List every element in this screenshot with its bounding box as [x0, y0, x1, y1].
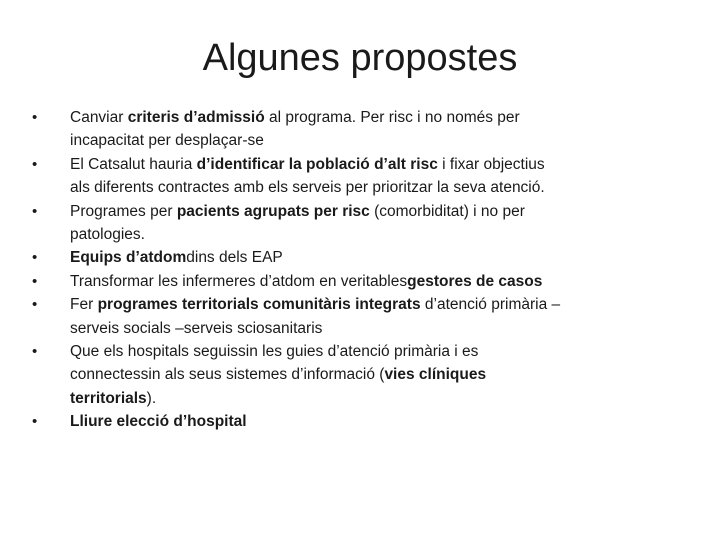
bold-text: gestores de casos [407, 272, 543, 290]
bullet-dot-icon: • [32, 109, 38, 126]
bullet-line [70, 176, 672, 199]
text-segment: connectessin als seus sistemes d’informació ( [70, 366, 385, 384]
bullet-line [70, 387, 672, 410]
bullet-line [70, 270, 672, 293]
bullet-dot-icon: • [32, 272, 38, 290]
bullet-line [70, 106, 672, 129]
bold-text: d’identificar la població d’alt risc [196, 155, 438, 173]
bullet-dot-icon: • [32, 155, 38, 173]
slide-title: Algunes propostes [202, 37, 518, 79]
text-segment: (comorbiditat) i no per [369, 202, 525, 220]
bullet-dot-icon: • [32, 249, 38, 267]
text-segment: serveis socials –serveis sciosanitaris [70, 319, 323, 337]
bold-text: programes territorials comunitàris integrats [97, 296, 421, 314]
bullet-dot-icon: • [32, 413, 38, 431]
text-segment: El Catsalut hauria [70, 155, 197, 173]
bold-text: Lliure elecció d’hospital [70, 413, 247, 431]
text-segment: Transformar les infermeres d’atdom en veritables [70, 272, 408, 290]
bold-text: territorials [70, 389, 147, 407]
bullet-line [70, 340, 672, 363]
text-segment: Fer [70, 296, 98, 314]
bullet-line [70, 223, 672, 246]
bullet-line [70, 129, 672, 152]
bullet-line [70, 293, 672, 316]
bullet-item [32, 270, 672, 293]
text-segment: incapacitat per desplaçar-se [70, 132, 264, 150]
text-segment: dins dels EAP [186, 249, 283, 267]
bullet-item [32, 410, 672, 433]
bullet-item [32, 153, 672, 200]
text-segment: i fixar objectius [437, 155, 545, 173]
bold-text: Equips d’atdom [70, 249, 187, 267]
bullet-item [32, 340, 672, 410]
text-segment: Canviar [70, 109, 128, 126]
bullet-item [32, 293, 672, 340]
bold-text: pacients agrupats per risc [176, 202, 370, 220]
bullet-list [32, 106, 672, 434]
text-segment: patologies. [70, 226, 145, 244]
text-segment: ). [146, 389, 157, 407]
bold-text: vies clíniques [384, 366, 487, 384]
text-segment: al programa. Per risc i no només per [264, 109, 520, 126]
bullet-dot-icon: • [32, 343, 38, 361]
bullet-item [32, 200, 672, 247]
text-segment: d’atenció primària – [420, 296, 561, 314]
bold-text: criteris d’admissió [127, 109, 265, 126]
bullet-dot-icon: • [32, 202, 38, 220]
bullet-item [32, 106, 672, 153]
bullet-line [70, 410, 672, 433]
bullet-item [32, 246, 672, 269]
text-segment: Que els hospitals seguissin les guies d’atenció primària i es [70, 343, 479, 361]
bullet-line [70, 317, 672, 340]
bullet-dot-icon: • [32, 296, 38, 314]
bullet-line [70, 153, 672, 176]
bullet-line [70, 246, 672, 269]
text-segment: als diferents contractes amb els serveis per prioritzar la seva atenció. [70, 179, 545, 197]
bullet-line [70, 200, 672, 223]
text-segment: Programes per [70, 202, 177, 220]
bullet-line [70, 363, 672, 386]
